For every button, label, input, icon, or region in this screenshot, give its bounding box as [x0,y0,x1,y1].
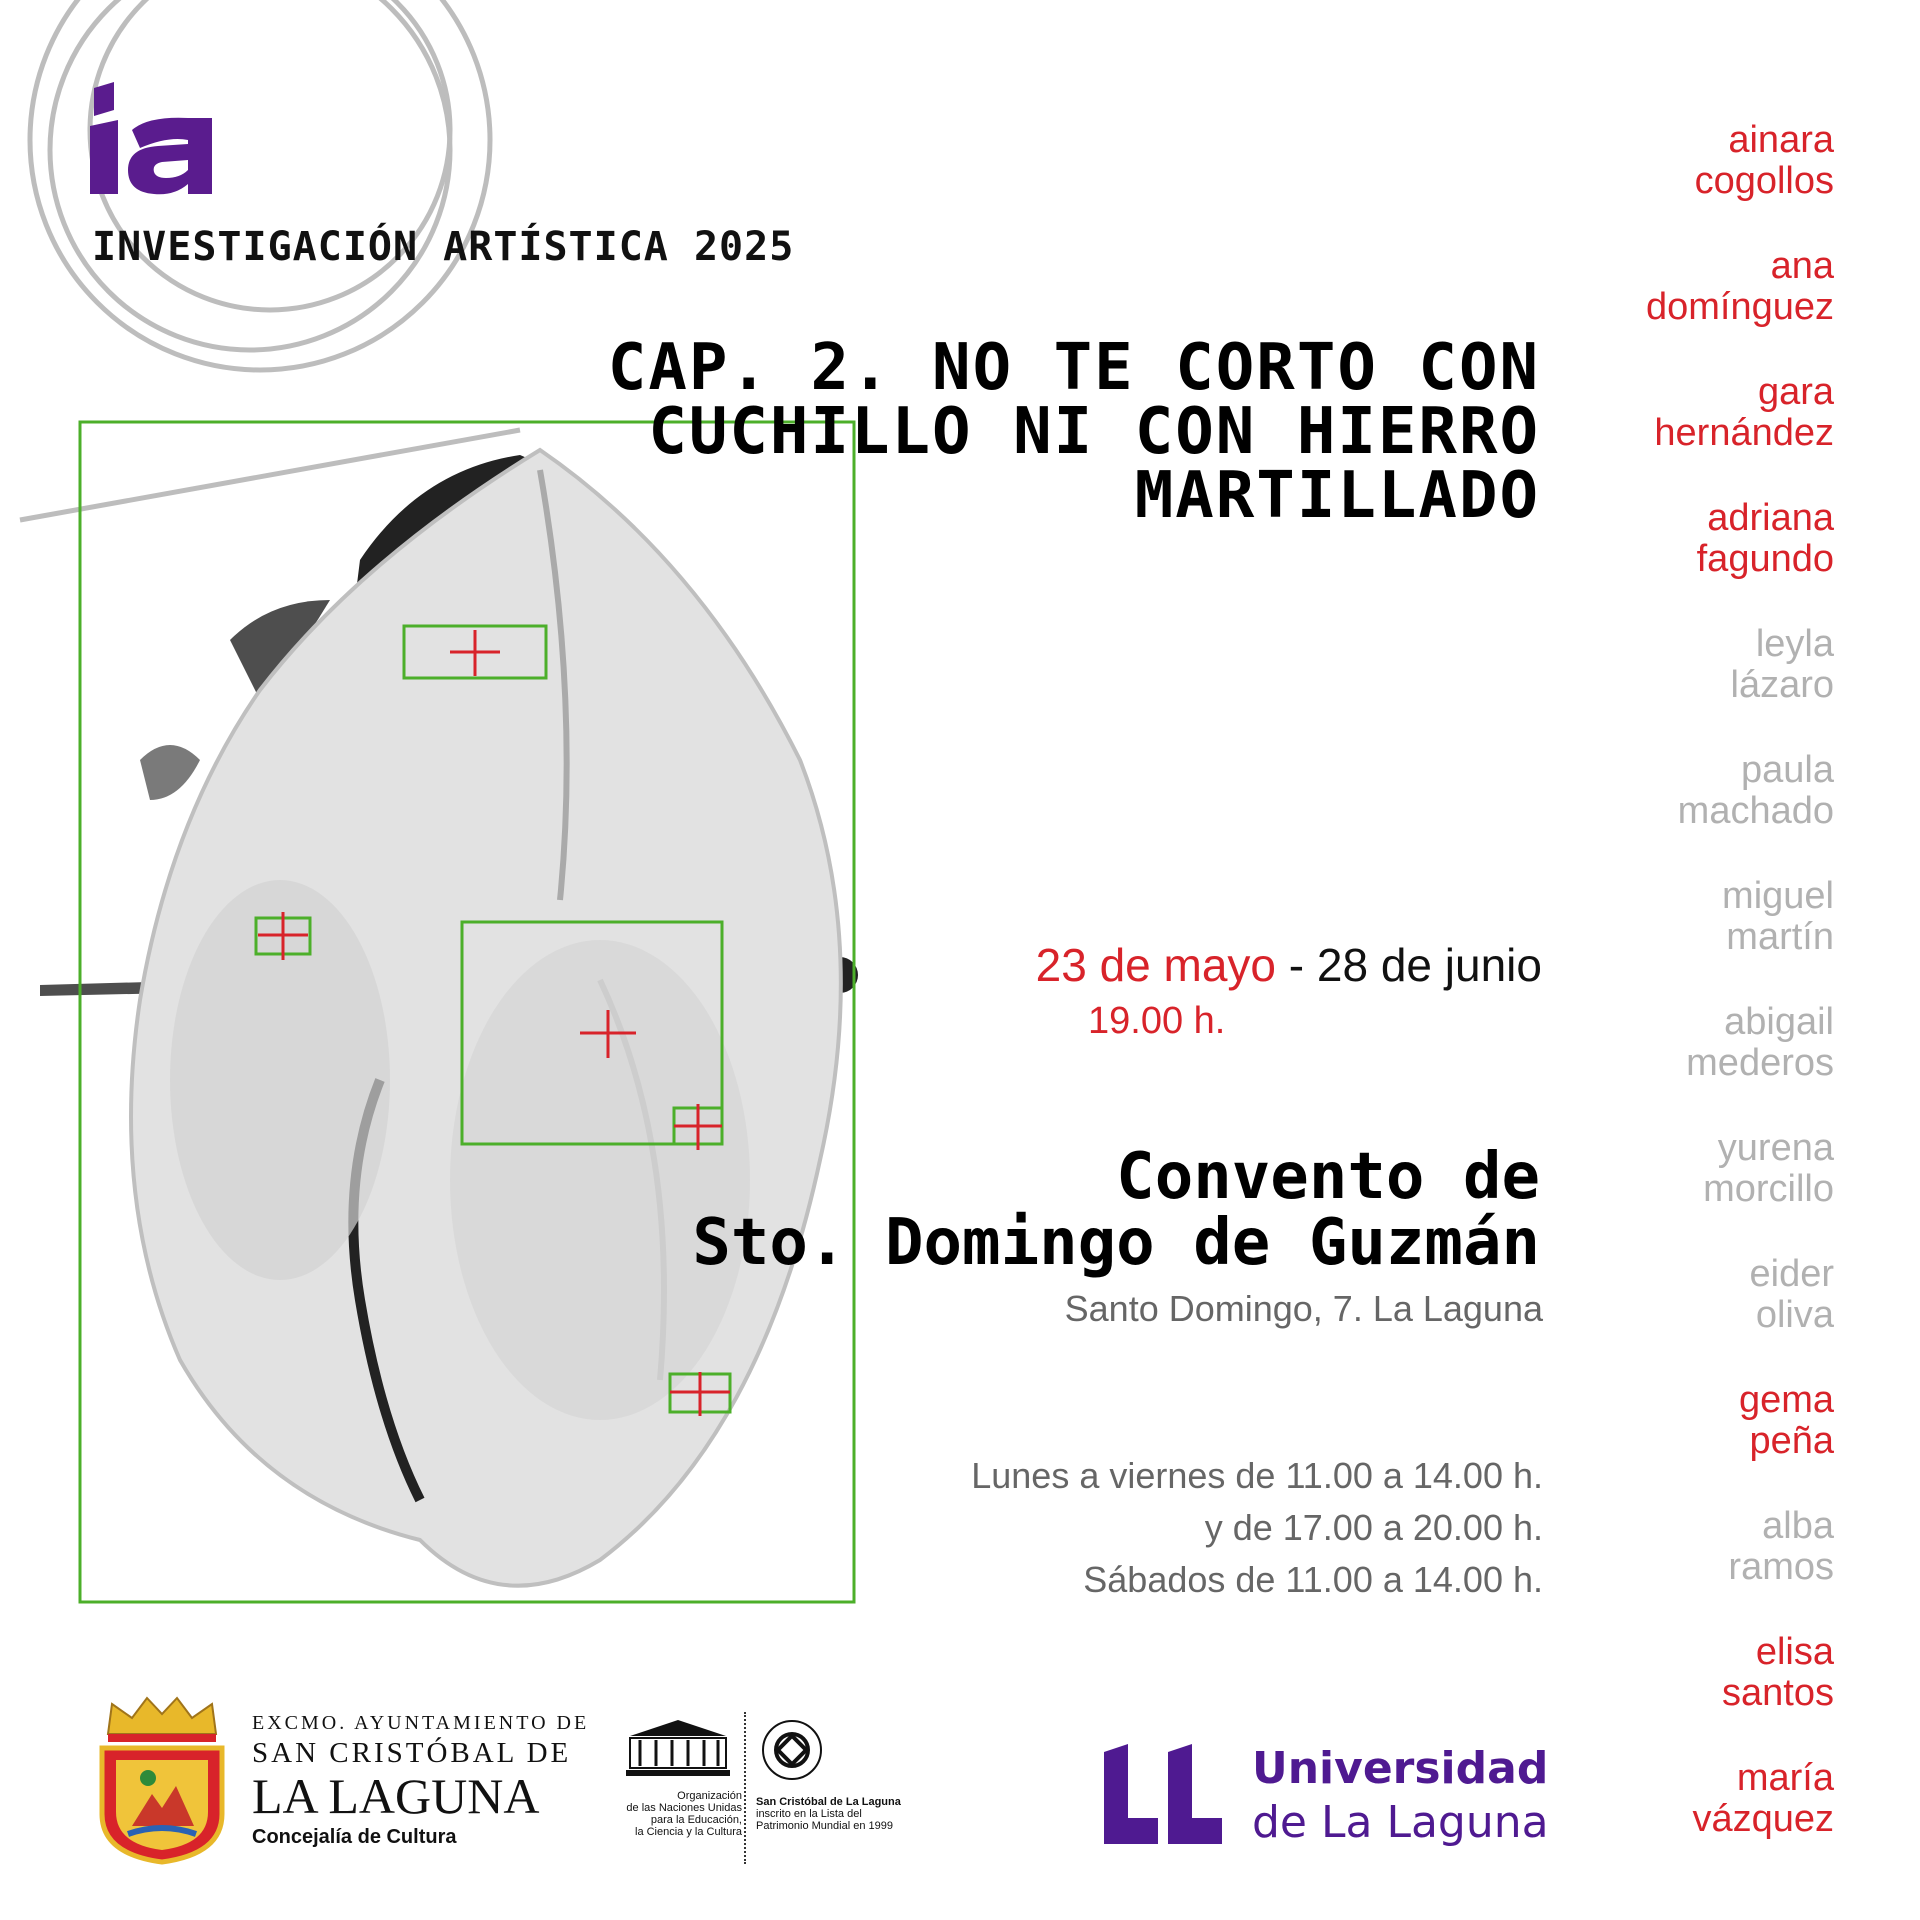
venue-line-1: Convento de [1116,1140,1540,1214]
venue-line-2: Sto. Domingo de Guzmán [692,1206,1540,1280]
whs-line-3: Patrimonio Mundial en 1999 [756,1820,893,1832]
artist-first-name: gema [1738,1379,1834,1421]
ia-logo-icon [88,82,228,202]
artist-last-name: machado [1677,790,1834,832]
hours-line-1: Lunes a viernes de 11.00 a 14.00 h. [971,1455,1543,1496]
artist-item [1574,1632,1834,1758]
artist-last-name: vázquez [1692,1798,1834,1840]
artist-item [1574,750,1834,876]
whs-line-2: inscrito en la Lista del [756,1808,862,1820]
date-start: 23 de mayo [1035,939,1277,991]
hours-line-3: Sábados de 11.00 a 14.00 h. [1083,1559,1543,1600]
title-line-1: CAP. 2. NO TE CORTO CON [607,331,1540,405]
artist-last-name: santos [1722,1672,1834,1714]
ull-logo-icon [1098,1744,1224,1844]
artist-first-name: ana [1770,245,1834,287]
venue-address: Santo Domingo, 7. La Laguna [1064,1288,1543,1329]
unesco-line-3: para la Educación, [650,1814,742,1826]
unesco-temple-icon [618,1718,738,1782]
artist-item [1574,120,1834,246]
unesco-description [612,1790,742,1838]
ham-shape [131,450,841,1586]
artist-list [1574,120,1834,1884]
artist-item [1574,1506,1834,1632]
artist-first-name: paula [1741,749,1834,791]
date-range [1036,938,1542,992]
artist-item [1574,1758,1834,1884]
unesco-line-4: la Ciencia y la Cultura [635,1826,742,1838]
ayuntamiento-logo [252,1712,589,1849]
artist-first-name: gara [1757,371,1834,413]
opening-hours [971,1450,1543,1606]
artist-last-name: lázaro [1730,664,1834,706]
brand-caption: INVESTIGACIÓN ARTÍSTICA 2025 [92,224,795,270]
artist-last-name: hernández [1654,412,1834,454]
date-end: 28 de junio [1316,939,1542,991]
artist-last-name: peña [1749,1420,1834,1462]
title-line-2: CUCHILLO NI CON HIERRO [648,395,1540,469]
artist-item [1574,1128,1834,1254]
artist-item [1574,876,1834,1002]
ull-line-2: de La Laguna [1252,1797,1549,1848]
unesco-line-2: de las Naciones Unidas [626,1802,742,1814]
artist-last-name: morcillo [1703,1168,1834,1210]
artist-first-name: leyla [1755,623,1834,665]
artist-first-name: eider [1749,1253,1834,1295]
unesco-line-1: Organización [677,1790,742,1802]
artist-first-name: miguel [1722,875,1834,917]
exhibition-title [580,331,1540,533]
artist-item [1574,1254,1834,1380]
artist-last-name: oliva [1755,1294,1834,1336]
world-heritage-emblem-icon [760,1718,824,1782]
artist-first-name: abigail [1724,1001,1834,1043]
artist-first-name: alba [1762,1505,1834,1547]
venue-name [692,1140,1540,1280]
artist-item [1574,372,1834,498]
artist-last-name: mederos [1686,1042,1834,1084]
world-heritage-description [756,1796,901,1832]
artist-item [1574,498,1834,624]
artist-last-name: fagundo [1696,538,1834,580]
ayuntamiento-line-2: SAN CRISTÓBAL DE [252,1737,572,1769]
artist-first-name: elisa [1755,1631,1834,1673]
artist-first-name: adriana [1707,497,1834,539]
artist-last-name: cogollos [1694,160,1834,202]
hours-line-2: y de 17.00 a 20.00 h. [1204,1507,1543,1548]
artist-item [1574,624,1834,750]
artist-last-name: martín [1726,916,1834,958]
artist-first-name: maría [1736,1757,1834,1799]
title-line-3: MARTILLADO [1134,459,1540,533]
artist-first-name: yurena [1717,1127,1834,1169]
ayuntamiento-line-1: EXCMO. AYUNTAMIENTO DE [252,1712,590,1734]
date-separator: - [1276,939,1317,991]
opening-time: 19.00 h. [1088,1000,1226,1042]
divider [744,1712,746,1864]
ull-line-1: Universidad [1252,1743,1549,1794]
ayuntamiento-line-3: LA LAGUNA [252,1768,540,1824]
ayuntamiento-line-4: Concejalía de Cultura [252,1826,457,1848]
artist-last-name: ramos [1728,1546,1834,1588]
artist-item [1574,246,1834,372]
coat-of-arms-icon [92,1694,232,1866]
artist-last-name: domínguez [1645,286,1834,328]
artist-item [1574,1002,1834,1128]
whs-line-1: San Cristóbal de La Laguna [756,1796,901,1808]
artist-item [1574,1380,1834,1506]
artist-first-name: ainara [1728,119,1834,161]
ull-wordmark [1252,1742,1549,1850]
